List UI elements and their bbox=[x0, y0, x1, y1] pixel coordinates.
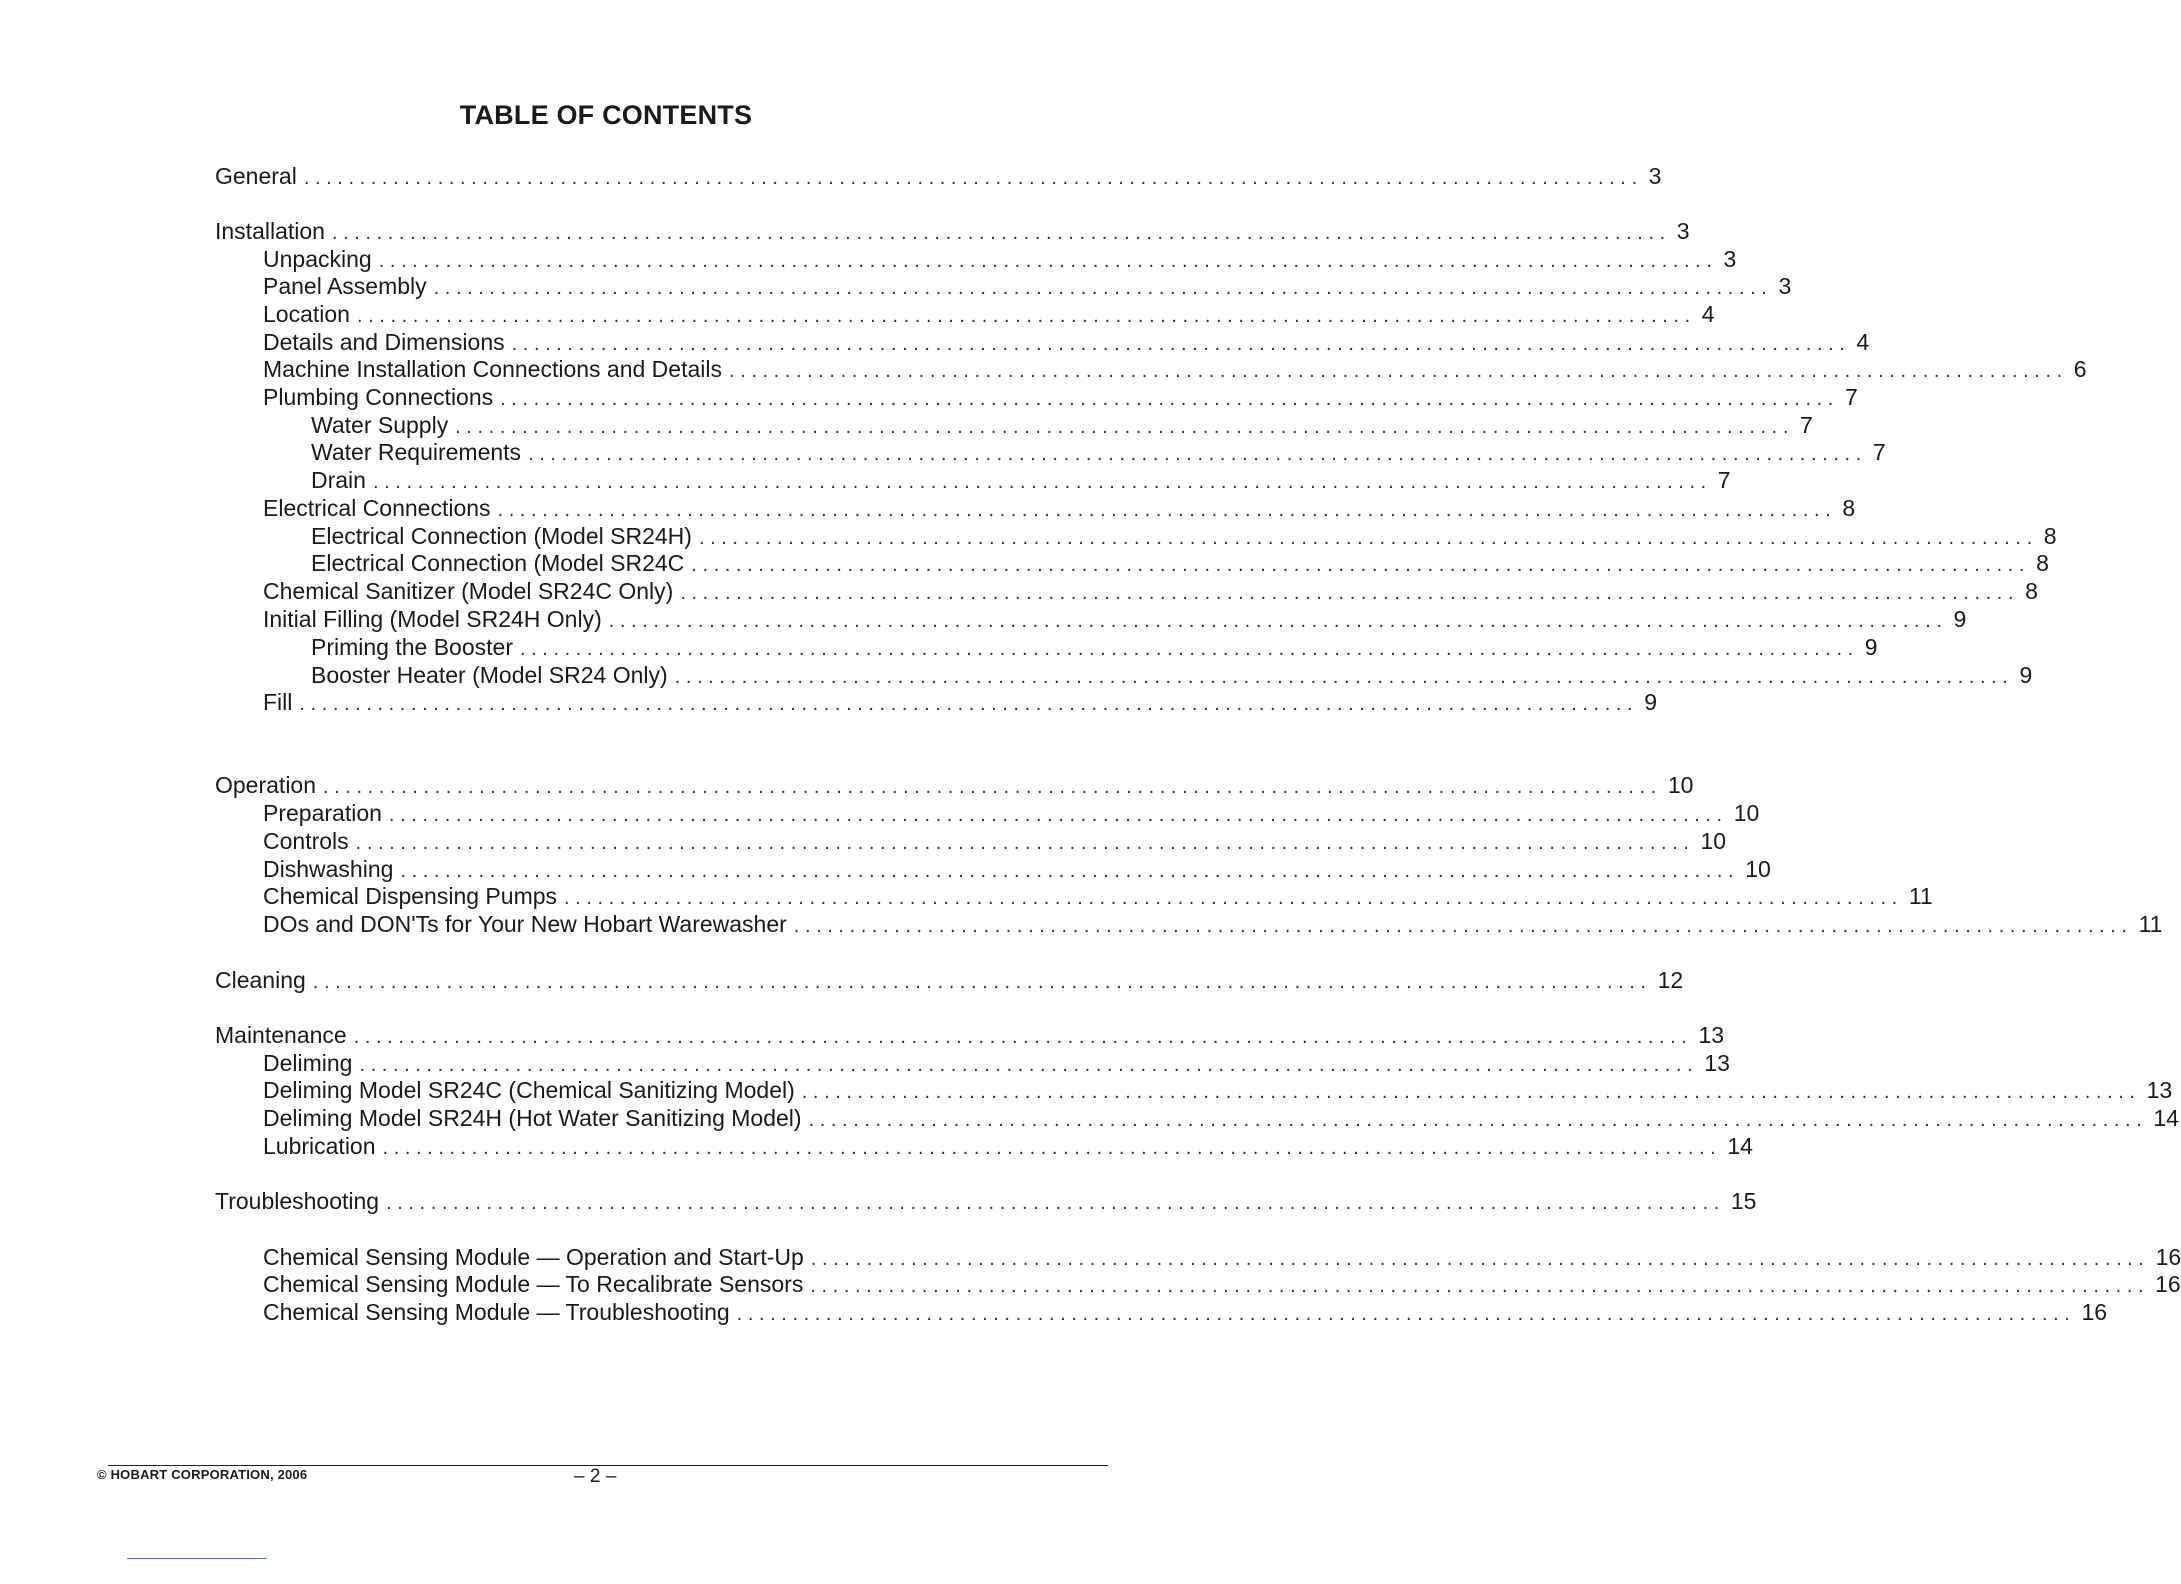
toc-entry-page: 7 bbox=[1717, 467, 1731, 493]
toc-entry-label: Deliming bbox=[263, 1050, 353, 1076]
page-title: TABLE OF CONTENTS bbox=[459, 100, 753, 130]
dot-leader: ........................................................................................................................ bbox=[372, 471, 1712, 493]
toc-entry-deliming-sr24h[interactable] bbox=[263, 1104, 2179, 1132]
toc-entry-label: Controls bbox=[263, 828, 349, 854]
dot-leader: ........................................................................................................................ bbox=[382, 1137, 1722, 1159]
toc-entry-label: Preparation bbox=[263, 800, 382, 826]
toc-entry-label: Electrical Connection (Model SR24H) bbox=[311, 523, 692, 549]
toc-entry-label: Chemical Sensing Module — To Recalibrate Sensors bbox=[263, 1271, 804, 1297]
dot-leader: ........................................................................................................................ bbox=[299, 693, 1639, 715]
toc-entry-chemical-pumps[interactable] bbox=[263, 882, 1933, 910]
dot-leader: ........................................................................................................................ bbox=[528, 443, 1867, 465]
toc-entry-label: Water Supply bbox=[311, 412, 449, 438]
toc-entry-label: Chemical Sensing Module — Operation and Start-Up bbox=[263, 1244, 804, 1270]
toc-entry-label: Cleaning bbox=[215, 967, 306, 993]
toc-entry-csm-recalibrate[interactable] bbox=[263, 1270, 2181, 1298]
dot-leader: ........................................................................................................................ bbox=[388, 804, 1728, 826]
toc-entry-deliming[interactable] bbox=[263, 1049, 1730, 1077]
toc-entry-general[interactable] bbox=[215, 162, 1662, 190]
dot-leader: ........................................................................................................................ bbox=[810, 1275, 2150, 1297]
toc-entry-label: Fill bbox=[263, 689, 293, 715]
toc-entry-csm-troubleshooting[interactable] bbox=[263, 1298, 2108, 1326]
toc-entry-page: 13 bbox=[1704, 1050, 1730, 1076]
toc-entry-deliming-sr24c[interactable] bbox=[263, 1076, 2173, 1104]
toc-entry-dos-and-donts[interactable] bbox=[263, 910, 2163, 938]
toc-entry-label: Deliming Model SR24H (Hot Water Sanitizing Model) bbox=[263, 1105, 802, 1131]
dot-leader: ........................................................................................................................ bbox=[608, 610, 1948, 632]
toc-entry-page: 7 bbox=[1844, 384, 1858, 410]
toc-entry-page: 15 bbox=[1730, 1188, 1757, 1214]
footer-page-number: – 2 – bbox=[574, 1466, 617, 1487]
toc-entry-label: Unpacking bbox=[263, 246, 372, 272]
toc-entry-page: 12 bbox=[1657, 967, 1684, 993]
toc-entry-location[interactable] bbox=[263, 300, 1715, 328]
toc-entry-page: 16 bbox=[2155, 1271, 2181, 1297]
toc-entry-label: Operation bbox=[215, 772, 317, 798]
toc-entry-booster-heater[interactable] bbox=[311, 661, 2033, 689]
toc-entry-csm-operation[interactable] bbox=[263, 1243, 2181, 1271]
toc-entry-installation[interactable] bbox=[215, 217, 1690, 245]
dot-leader: ........................................................................................................................ bbox=[519, 638, 1859, 660]
toc-entry-dishwashing[interactable] bbox=[263, 855, 1771, 883]
toc-entry-label: General bbox=[215, 163, 297, 189]
toc-entry-page: 3 bbox=[1723, 246, 1737, 272]
dot-leader: ........................................................................................................................ bbox=[400, 860, 1740, 882]
toc-entry-label: Location bbox=[263, 301, 350, 327]
toc-entry-fill[interactable] bbox=[263, 688, 1657, 716]
toc-entry-maintenance[interactable] bbox=[215, 1021, 1725, 1049]
toc-entry-page: 3 bbox=[1778, 273, 1792, 299]
toc-entry-machine-installation[interactable] bbox=[263, 355, 2087, 383]
toc-entry-page: 14 bbox=[1727, 1133, 1753, 1159]
dot-leader: ........................................................................................................................ bbox=[698, 527, 2038, 549]
toc-entry-page: 8 bbox=[2043, 523, 2057, 549]
toc-entry-page: 4 bbox=[1701, 301, 1715, 327]
dot-leader: ........................................................................................................................ bbox=[564, 887, 1903, 909]
dot-leader: ........................................................................................................................ bbox=[303, 167, 1643, 189]
toc-entry-page: 14 bbox=[2153, 1105, 2179, 1131]
toc-entry-page: 11 bbox=[2138, 911, 2163, 937]
toc-entry-label: Troubleshooting bbox=[215, 1188, 380, 1214]
toc-entry-electrical-connections[interactable] bbox=[263, 494, 1856, 522]
toc-entry-label: Machine Installation Connections and Details bbox=[263, 356, 722, 382]
toc-entry-page: 9 bbox=[1953, 606, 1967, 632]
dot-leader: ........................................................................................................................ bbox=[810, 1248, 2150, 1270]
toc-entry-page: 16 bbox=[2155, 1244, 2181, 1270]
toc-entry-page: 11 bbox=[1908, 883, 1933, 909]
dot-leader: ........................................................................................................................ bbox=[793, 915, 2133, 937]
decorative-blue-line bbox=[127, 1558, 267, 1559]
toc-entry-label: Booster Heater (Model SR24 Only) bbox=[311, 662, 668, 688]
toc-entry-page: 8 bbox=[2025, 578, 2038, 604]
dot-leader: ........................................................................................................................ bbox=[386, 1192, 1725, 1214]
toc-entry-page: 8 bbox=[2036, 550, 2049, 576]
dot-leader: ........................................................................................................................ bbox=[433, 277, 1773, 299]
dot-leader: ........................................................................................................................ bbox=[500, 388, 1839, 410]
toc-entry-priming-booster[interactable] bbox=[311, 633, 1878, 661]
dot-leader: ........................................................................................................................ bbox=[801, 1081, 2141, 1103]
toc-entry-page: 9 bbox=[1644, 689, 1657, 715]
toc-entry-label: Electrical Connections bbox=[263, 495, 491, 521]
toc-entry-plumbing-connections[interactable] bbox=[263, 383, 1858, 411]
toc-entry-label: Chemical Sanitizer (Model SR24C Only) bbox=[263, 578, 674, 604]
dot-leader: ........................................................................................................................ bbox=[808, 1109, 2148, 1131]
dot-leader: ........................................................................................................................ bbox=[455, 416, 1794, 438]
toc-entry-electrical-sr24h[interactable] bbox=[311, 522, 2057, 550]
toc-entry-label: Priming the Booster bbox=[311, 634, 513, 660]
toc-entry-page: 3 bbox=[1648, 163, 1662, 189]
toc-entry-troubleshooting[interactable] bbox=[215, 1187, 1757, 1215]
toc-entry-label: DOs and DON'Ts for Your New Hobart Warewasher bbox=[263, 911, 787, 937]
toc-entry-page: 4 bbox=[1856, 329, 1870, 355]
toc-entry-preparation[interactable] bbox=[263, 799, 1760, 827]
toc-entry-label: Electrical Connection (Model SR24C bbox=[311, 550, 685, 576]
toc-entry-label: Water Requirements bbox=[311, 439, 522, 465]
dot-leader: ........................................................................................................................ bbox=[729, 360, 2068, 382]
toc-entry-label: Lubrication bbox=[263, 1133, 376, 1159]
toc-entry-operation[interactable] bbox=[215, 771, 1694, 799]
toc-entry-label: Installation bbox=[215, 218, 325, 244]
toc-entry-unpacking[interactable] bbox=[263, 245, 1737, 273]
dot-leader: ........................................................................................................................ bbox=[355, 832, 1695, 854]
toc-entry-page: 7 bbox=[1872, 439, 1886, 465]
toc-entry-label: Maintenance bbox=[215, 1022, 347, 1048]
toc-entry-electrical-sr24c[interactable] bbox=[311, 549, 2049, 577]
toc-entry-page: 6 bbox=[2073, 356, 2087, 382]
toc-entry-label: Panel Assembly bbox=[263, 273, 427, 299]
dot-leader: ........................................................................................................................ bbox=[497, 499, 1837, 521]
dot-leader: ........................................................................................................................ bbox=[378, 250, 1718, 272]
toc-entry-details-dimensions[interactable] bbox=[263, 328, 1870, 356]
toc-entry-label: Deliming Model SR24C (Chemical Sanitizing Model) bbox=[263, 1077, 795, 1103]
toc-entry-page: 16 bbox=[2081, 1299, 2108, 1325]
toc-entry-label: Initial Filling (Model SR24H Only) bbox=[263, 606, 602, 632]
toc-entry-lubrication[interactable] bbox=[263, 1132, 1753, 1160]
dot-leader: ........................................................................................................................ bbox=[331, 222, 1671, 244]
dot-leader: ........................................................................................................................ bbox=[680, 582, 2020, 604]
toc-entry-page: 7 bbox=[1800, 412, 1813, 438]
dot-leader: ........................................................................................................................ bbox=[323, 776, 1662, 798]
toc-entry-page: 9 bbox=[1864, 634, 1878, 660]
dot-leader: ........................................................................................................................ bbox=[359, 1054, 1699, 1076]
toc-entry-cleaning[interactable] bbox=[215, 966, 1684, 994]
toc-entry-drain[interactable] bbox=[311, 466, 1731, 494]
toc-entry-label: Dishwashing bbox=[263, 856, 394, 882]
toc-entry-page: 13 bbox=[2146, 1077, 2173, 1103]
toc-entry-label: Drain bbox=[311, 467, 366, 493]
toc-entry-label: Details and Dimensions bbox=[263, 329, 505, 355]
dot-leader: ........................................................................................................................ bbox=[312, 971, 1652, 993]
dot-leader: ........................................................................................................................ bbox=[691, 554, 2031, 576]
toc-entry-label: Chemical Sensing Module — Troubleshooting bbox=[263, 1299, 730, 1325]
toc-entry-chemical-sanitizer[interactable] bbox=[263, 577, 2038, 605]
toc-entry-page: 10 bbox=[1700, 828, 1727, 854]
footer-copyright: © HOBART CORPORATION, 2006 bbox=[97, 1467, 308, 1482]
toc-entry-page: 3 bbox=[1676, 218, 1690, 244]
toc-entry-page: 13 bbox=[1698, 1022, 1725, 1048]
toc-entry-panel-assembly[interactable] bbox=[263, 272, 1792, 300]
toc-entry-label: Chemical Dispensing Pumps bbox=[263, 883, 558, 909]
toc-entry-page: 10 bbox=[1733, 800, 1760, 826]
toc-entry-initial-filling[interactable] bbox=[263, 605, 1967, 633]
toc-entry-page: 9 bbox=[2019, 662, 2033, 688]
dot-leader: ........................................................................................................................ bbox=[511, 333, 1851, 355]
toc-entry-page: 8 bbox=[1842, 495, 1856, 521]
dot-leader: ........................................................................................................................ bbox=[356, 305, 1696, 327]
toc-entry-page: 10 bbox=[1667, 772, 1694, 798]
toc-entry-water-requirements[interactable] bbox=[311, 438, 1886, 466]
toc-entry-page: 10 bbox=[1745, 856, 1771, 882]
toc-entry-water-supply[interactable] bbox=[311, 411, 1813, 439]
toc-entry-controls[interactable] bbox=[263, 827, 1727, 855]
toc-entry-label: Plumbing Connections bbox=[263, 384, 494, 410]
dot-leader: ........................................................................................................................ bbox=[353, 1026, 1693, 1048]
dot-leader: ........................................................................................................................ bbox=[736, 1303, 2076, 1325]
dot-leader: ........................................................................................................................ bbox=[674, 666, 2014, 688]
